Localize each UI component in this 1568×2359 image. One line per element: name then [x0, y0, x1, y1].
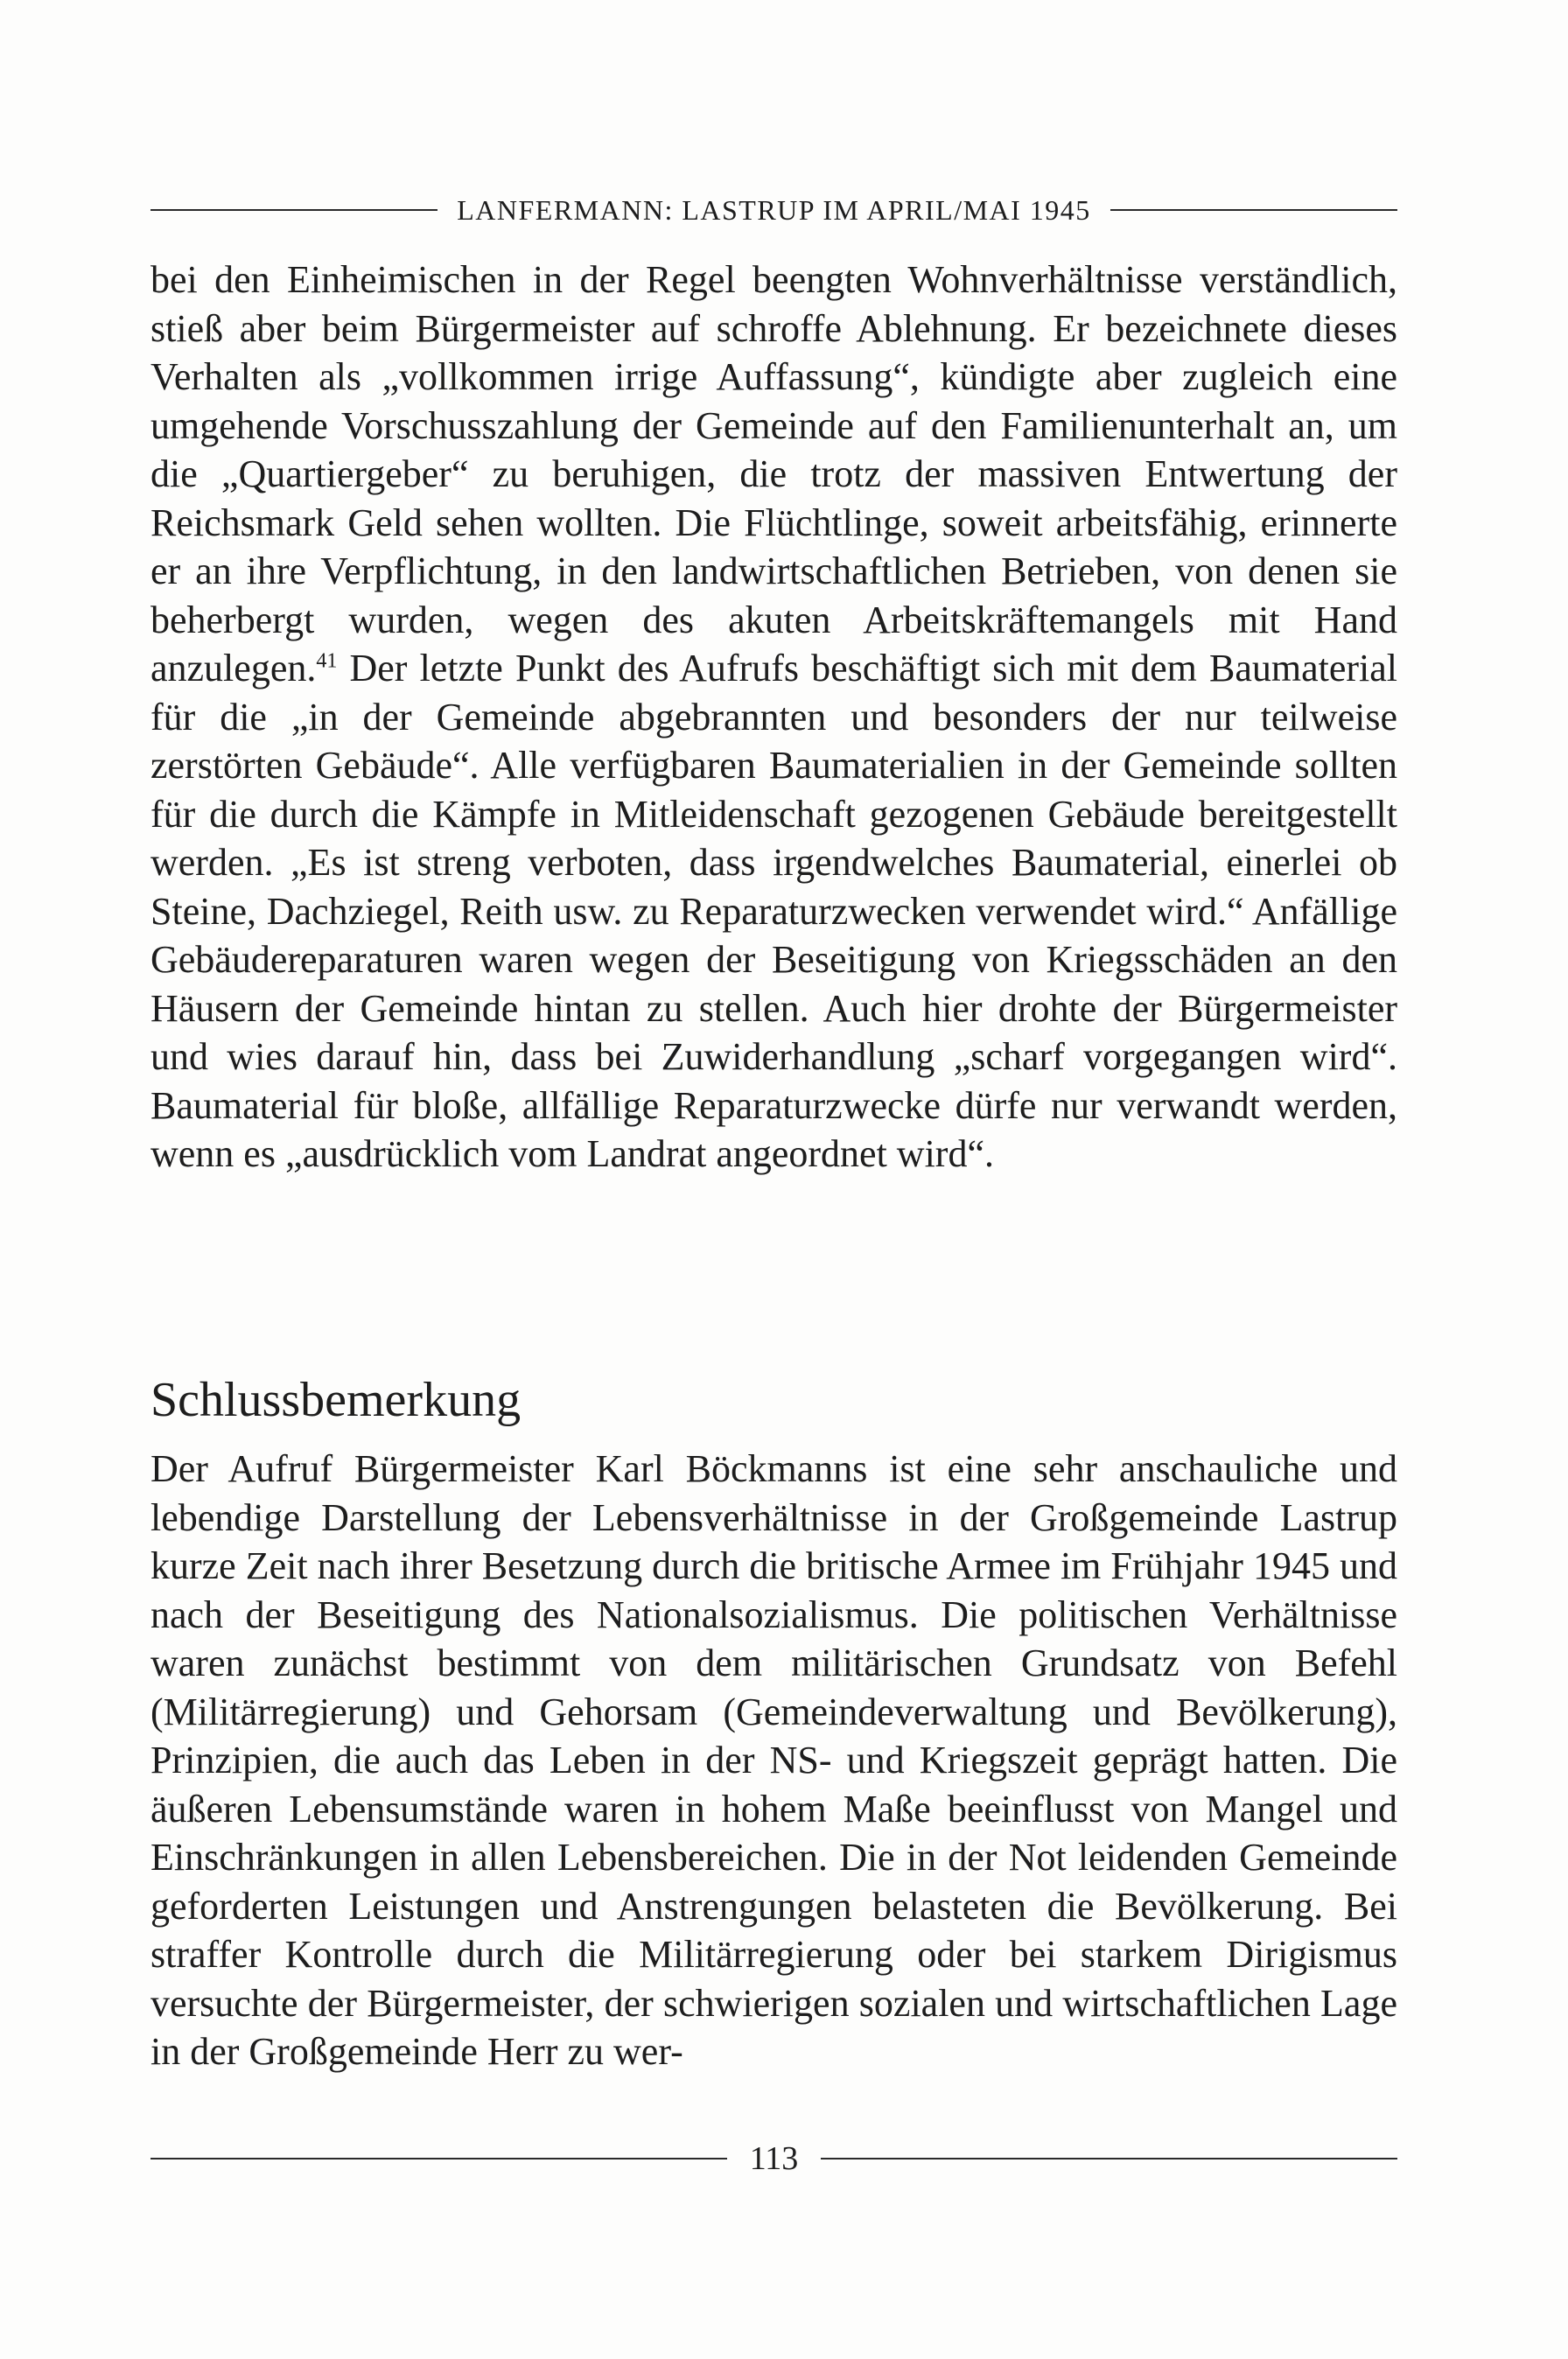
running-head-rule-left [150, 209, 438, 211]
body-paragraph-1 [150, 256, 1397, 1179]
running-head-rule-right [1110, 209, 1397, 211]
footer-rule-left [150, 2158, 727, 2160]
page-footer [150, 2137, 1397, 2180]
running-head [150, 192, 1397, 228]
section-heading: Schlussbemerkung [150, 1373, 522, 1427]
footnote-reference[interactable]: 41 [316, 649, 338, 673]
footer-rule-right [821, 2158, 1397, 2160]
running-head-title: LANFERMANN: LASTRUP IM APRIL/MAI 1945 [457, 193, 1091, 226]
paragraph-1-text: bei den Einheimischen in der Regel beengten Wohnverhältnisse verständlich, stieß aber beim Bürgermeister auf schroffe Ablehnung. Er bezeichnete dieses Verhalten als „vollkommen irrige Auffassung“, kündigte aber zugleich eine umgehende Vorschusszahlung der Gemeinde auf den Familienunterhalt an, um die „Quartiergeber“ zu beruhigen, die trotz der massiven Entwertung der Reichsmark Geld sehen wollten. Die Flüchtlinge, soweit arbeitsfähig, erinnerte er an ihre Verpflichtung, in den landwirtschaftlichen Betrieben, von denen sie beherbergt wurden, wegen des akuten Arbeitskräftemangels mit Hand anzulegen. [150, 258, 1397, 690]
paragraph-1-continuation: Der letzte Punkt des Aufrufs beschäftigt sich mit dem Baumaterial für die „in der Gemeinde abgebrannten und besonders der nur teilweise zerstörten Gebäude“. Alle verfügbaren Baumaterialien in der Gemeinde sollten für die durch die Kämpfe in Mitleidenschaft gezogenen Gebäude bereitgestellt werden. „Es ist streng verboten, dass irgendwelches Baumaterial, einerlei ob Steine, Dachziegel, Reith usw. zu Reparaturzwecken verwendet wird.“ Anfällige Gebäudereparaturen waren wegen der Beseitigung von Kriegsschäden an den Häusern der Gemeinde hintan zu stellen. Auch hier drohte der Bürgermeister und wies darauf hin, dass bei Zuwiderhandlung „scharf vorgegangen wird“. Baumaterial für bloße, allfällige Reparaturzwecke dürfe nur verwandt werden, wenn es „ausdrücklich vom Landrat angeordnet wird“. [150, 647, 1398, 1175]
page-number: 113 [749, 2140, 799, 2177]
body-paragraph-2: Der Aufruf Bürgermeister Karl Böckmanns ist eine sehr anschauliche und lebendige Darstellung der Lebensverhältnisse in der Großgemeinde Lastrup kurze Zeit nach ihrer Besetzung durch die britische Armee im Frühjahr 1945 und nach der Beseitigung des Nationalsozialismus. Die politischen Verhältnisse waren zunächst bestimmt von dem militärischen Grundsatz von Befehl (Militärregierung) und Gehorsam (Gemeindeverwaltung und Bevölkerung), Prinzipien, die auch das Leben in der NS- und Kriegszeit geprägt hatten. Die äußeren Lebensumstände waren in hohem Maße beeinflusst von Mangel und Einschränkungen in allen Lebensbereichen. Die in der Not leidenden Gemeinde geforderten Leistungen und Anstrengungen belasteten die Bevölkerung. Bei straffer Kontrolle durch die Militärregierung oder bei starkem Dirigismus versuchte der Bürgermeister, der schwierigen sozialen und wirtschaftlichen Lage in der Großgemeinde Herr zu wer- [150, 1447, 1397, 2073]
